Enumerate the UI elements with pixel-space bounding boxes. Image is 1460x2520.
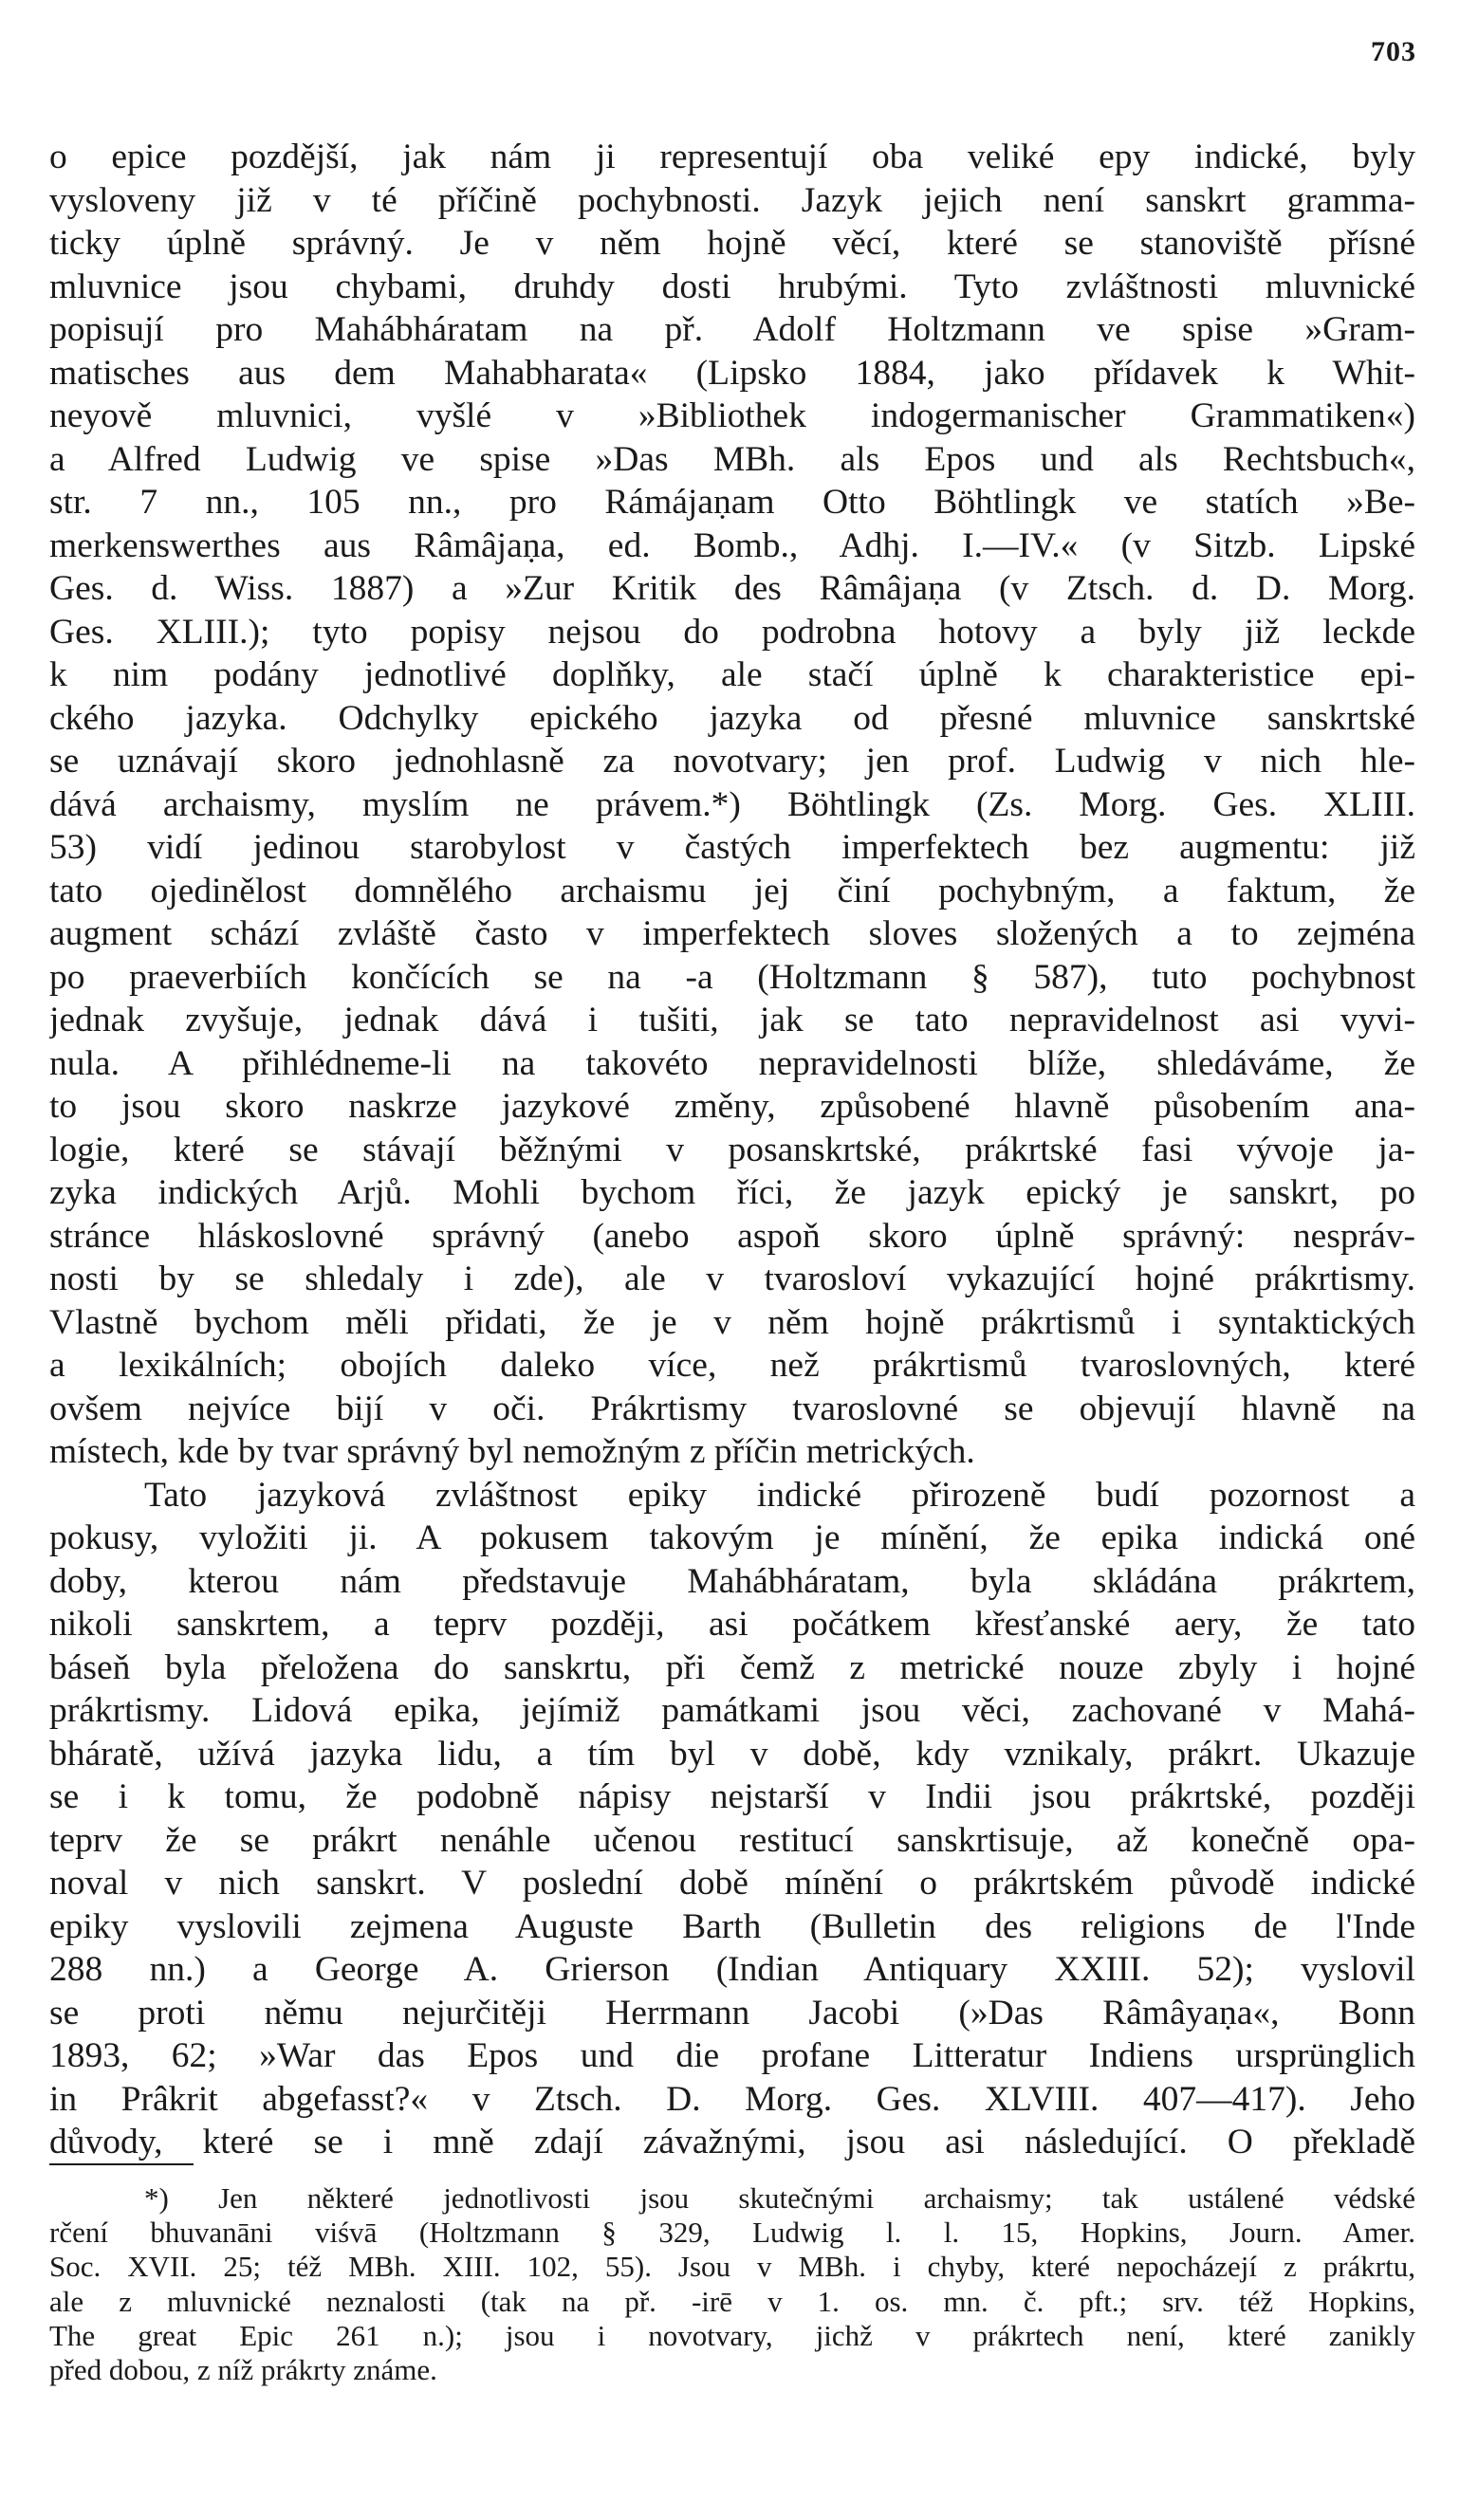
text-line: o epice pozdější, jak nám ji representují oba veliké epy indické, byly [49,138,1415,176]
text-line: epiky vyslovili zejmena Auguste Barth (Bulletin des religions de l'Inde [49,1906,1415,1946]
text-line: vysloveny již v té příčině pochybnosti. Jazyk jejich není sanskrt gramma- [49,180,1415,220]
text-line: to jsou skoro naskrze jazykové změny, způsobené hlavně působením ana- [49,1087,1415,1126]
text-line: báseň byla přeložena do sanskrtu, při čemž z metrické nouze zbyly i hojné [49,1647,1415,1687]
text-line: ckého jazyka. Odchylky epického jazyka od přesné mluvnice sanskrtské [49,698,1415,738]
text-line: augment schází zvláště často v imperfektech sloves složených a to zejména [49,914,1415,953]
text-line: 1893, 62; »War das Epos und die profane Litteratur Indiens ursprünglich [49,2036,1415,2075]
text-line: jednak zvyšuje, jednak dává i tušiti, jak se tato nepravidelnost asi vyvi- [49,1001,1415,1039]
footnote-line: před dobou, z níž prákrty známe. [49,2352,437,2386]
footnote-line: rčení bhuvanāni viśvā (Holtzmann § 329, Ludwig l. l. 15, Hopkins, Journ. Amer. [49,2216,1415,2250]
text-line: se i k tomu, že podobně nápisy nejstarší v Indii jsou prákrtské, později [49,1777,1415,1816]
text-line: teprv že se prákrt nenáhle učenou restitucí sanskrtisuje, až konečně opa- [49,1820,1415,1860]
text-line: důvody, které se i mně zdají závažnými, jsou asi následující. O překladě [49,2123,1415,2161]
text-line: popisují pro Mahábháratam na př. Adolf Holtzmann ve spise »Gram- [49,310,1415,349]
text-line: se proti němu nejurčitěji Herrmann Jacobi (»Das Râmâyaṇa«, Bonn [49,1993,1415,2033]
text-line: prákrtismy. Lidová epika, jejímiž památkami jsou věci, zachované v Mahá- [49,1691,1415,1730]
text-line: bháratě, užívá jazyka lidu, a tím byl v době, kdy vznikaly, prákrt. Ukazuje [49,1734,1415,1774]
text-line: logie, které se stávají běžnými v posanskrtské, prákrtské fasi vývoje ja- [49,1130,1415,1169]
text-line: pokusy, vyložiti ji. A pokusem takovým je mínění, že epika indická oné [49,1518,1415,1557]
text-line: Ges. XLIII.); tyto popisy nejsou do podrobna hotovy a byly již leckde [49,612,1415,652]
text-line: tato ojedinělost domnělého archaismu jej činí pochybným, a faktum, že [49,871,1415,911]
text-line: 53) vidí jedinou starobylost v častých imperfektech bez augmentu: již [49,828,1415,867]
footnote-line: Soc. XVII. 25; též MBh. XIII. 102, 55). Jsou v MBh. i chyby, které nepocházejí z prákrtu, [49,2250,1415,2284]
footnote-line: ale z mluvnické neznalosti (tak na př. -irē v 1. os. mn. č. pft.; srv. též Hopkins, [49,2284,1415,2318]
text-line: po praeverbiích končících se na -a (Holtzmann § 587), tuto pochybnost [49,957,1415,997]
text-line: noval v nich sanskrt. V poslední době mínění o prákrtském původě indické [49,1864,1415,1903]
footnote [49,2181,1415,2387]
text-line: ovšem nejvíce bijí v oči. Prákrtismy tvaroslovné se objevují hlavně na [49,1389,1415,1428]
text-line: k nim podány jednotlivé doplňky, ale stačí úplně k charakteristice epi- [49,655,1415,694]
text-line: Tato jazyková zvláštnost epiky indické přirozeně budí pozornost a [144,1475,1415,1515]
footnote-rule [49,2163,194,2165]
text-line: zyka indických Arjů. Mohli bychom říci, že jazyk epický je sanskrt, po [49,1173,1415,1212]
text-line: in Prâkrit abgefasst?« v Ztsch. D. Morg. Ges. XLVIII. 407—417). Jeho [49,2079,1415,2119]
text-line: dává archaismy, myslím ne právem.*) Böhtlingk (Zs. Morg. Ges. XLIII. [49,784,1415,824]
text-line: a lexikálních; obojích daleko více, než prákrtismů tvaroslovných, které [49,1346,1415,1385]
text-line: Ges. d. Wiss. 1887) a »Zur Kritik des Râmâjaṇa (v Ztsch. d. D. Morg. [49,569,1415,608]
text-line: str. 7 nn., 105 nn., pro Rámájaṇam Otto Böhtlingk ve statích »Be- [49,483,1415,522]
text-line: merkenswerthes aus Râmâjaṇa, ed. Bomb., Adhj. I.—IV.« (v Sitzb. Lipské [49,525,1415,565]
text-line: a Alfred Ludwig ve spise »Das MBh. als Epos und als Rechtsbuch«, [49,439,1415,479]
text-line: neyově mluvnici, vyšlé v »Bibliothek indogermanischer Grammatiken«) [49,396,1415,435]
text-line: Vlastně bychom měli přidati, že je v něm hojně prákrtismů i syntaktických [49,1302,1415,1342]
footnote-line: The great Epic 261 n.); jsou i novotvary, jichž v prákrtech není, které zanikly [49,2318,1415,2352]
text-line: nikoli sanskrtem, a teprv později, asi počátkem křesťanské aery, že tato [49,1605,1415,1644]
page-number: 703 [1371,36,1416,67]
text-line: se uznávají skoro jednohlasně za novotvary; jen prof. Ludwig v nich hle- [49,742,1415,781]
footnote-line: *) Jen některé jednotlivosti jsou skutečnými archaismy; tak ustálené védské [144,2181,1415,2215]
text-line: matisches aus dem Mahabharata« (Lipsko 1884, jako přídavek k Whit- [49,353,1415,393]
text-line: mluvnice jsou chybami, druhdy dosti hrubými. Tyto zvláštnosti mluvnické [49,267,1415,306]
text-line: 288 nn.) a George A. Grierson (Indian Antiquary XXIII. 52); vyslovil [49,1950,1415,1989]
text-line: místech, kde by tvar správný byl nemožným z příčin metrických. [49,1432,975,1471]
text-line: doby, kterou nám představuje Mahábháratam, byla skládána prákrtem, [49,1561,1415,1601]
text-line: nosti by se shledaly i zde), ale v tvarosloví vykazující hojné prákrtismy. [49,1260,1415,1298]
text-line: stránce hláskoslovné správný (anebo aspoň skoro úplně správný: nespráv- [49,1216,1415,1256]
text-line: nula. A přihlédneme-li na takovéto nepravidelnosti blíže, shledáváme, že [49,1043,1415,1083]
text-line: ticky úplně správný. Je v něm hojně věcí, které se stanoviště přísné [49,224,1415,263]
main-text [49,136,1415,2164]
